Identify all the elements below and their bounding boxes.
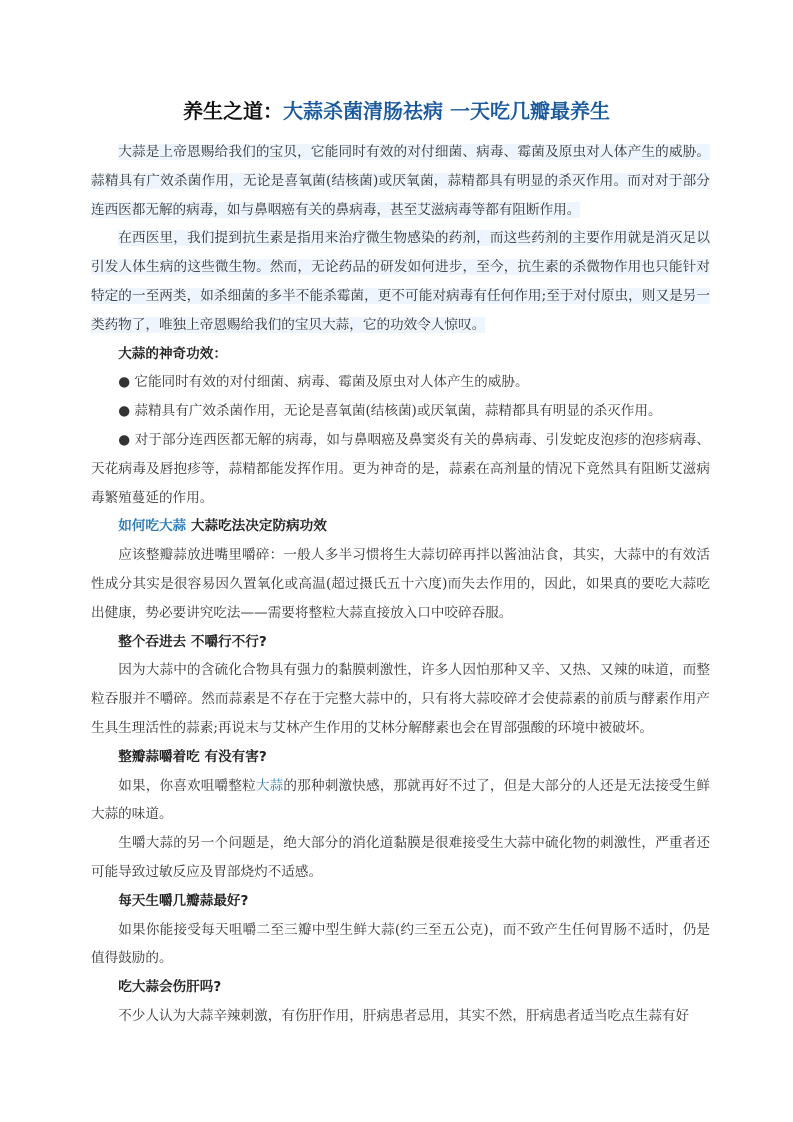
highlighted-text: 在西医里，我们提到抗生素是指用来治疗微生物感染的药剂，而这些药剂的主要作用就是消灭足以引发人体生病的这些微生物。然而，无论药品的研发如何进步，至今，抗生素的杀微物作用也只能针对特定的一至两类，如杀细菌的多半不能杀霉菌，更不可能对病毒有任何作用;至于对付原虫，则又是另一类药物了，唯独上帝恩赐给我们的宝贝大蒜，它的功效令人惊叹。	[91, 230, 710, 333]
intro-paragraph	[91, 138, 710, 224]
section-heading	[91, 512, 710, 541]
bullet-item: ● 对于部分连西医都无解的病毒，如与鼻咽癌及鼻窦炎有关的鼻病毒、引发蛇皮泡疹的泡疹病毒、天花病毒及唇抱疹等，蒜精都能发挥作用。更为神奇的是，蒜素在高剂量的情况下竟然具有阻断艾滋病毒繁殖蔓延的作用。	[91, 426, 710, 512]
section-heading: 整瓣蒜嚼着吃 有没有害?	[118, 748, 267, 765]
paragraph: 因为大蒜中的含硫化合物具有强力的黏膜刺激性，许多人因怕那种又辛、又热、又辣的味道，而整粒吞服并不嚼碎。然而蒜素是不存在于完整大蒜中的，只有将大蒜咬碎才会使蒜素的前质与酵素作用产生具生理活性的蒜素;再说末与艾林产生作用的艾林分解酵素也会在胃部强酸的环境中被破坏。	[91, 662, 710, 736]
text: 如果，你喜欢咀嚼整粒	[118, 777, 256, 794]
section-heading: 每天生嚼几瓣蒜最好?	[118, 892, 249, 909]
bullet-item: ● 它能同时有效的对付细菌、病毒、霉菌及原虫对人体产生的威胁。	[91, 368, 710, 397]
section-heading: 整个吞进去 不嚼行不行?	[118, 633, 267, 650]
paragraph: 生嚼大蒜的另一个问题是，绝大部分的消化道黏膜是很难接受生大蒜中硫化物的刺激性，严重者还可能导致过敏反应及胃部烧灼不适感。	[91, 835, 710, 880]
page-title	[0, 96, 793, 126]
section-heading: 大蒜的神奇功效：	[118, 345, 227, 362]
paragraph	[91, 772, 710, 830]
highlighted-text: 大蒜是上帝恩赐给我们的宝贝，它能同时有效的对付细菌、病毒、霉菌及原虫对人体产生的威胁。蒜精具有广效杀菌作用，无论是喜氧菌(结核菌)或厌氧菌，蒜精都具有明显的杀灭作用。而对对于部分连西医都无解的病毒，如与鼻咽癌有关的鼻病毒，甚至艾滋病毒等都有阻断作用。	[91, 144, 710, 218]
text: 的那种刺激快感，那就再好不过了，但是大部分的人还是无法接受生鲜大蒜的味道。	[91, 777, 711, 823]
how-to-eat-link[interactable]: 如何吃大蒜	[118, 518, 187, 535]
paragraph: 应该整瓣蒜放进嘴里嚼碎：一般人多半习惯将生大蒜切碎再拌以酱油沾食，其实，大蒜中的有效活性成分其实是很容易因久置氧化或高温(超过摄氏五十六度)而失去作用的，因此，如果真的要吃大蒜吃出健康，势必要讲究吃法——需要将整粒大蒜直接放入口中咬碎吞服。	[91, 547, 710, 621]
section-heading: 吃大蒜会伤肝吗?	[118, 979, 222, 996]
heading-text: 大蒜吃法决定防病功效	[186, 518, 327, 535]
garlic-link[interactable]: 大蒜	[255, 777, 284, 794]
article-body	[91, 138, 710, 1031]
paragraph: 如果你能接受每天咀嚼二至三瓣中型生鲜大蒜(约三至五公克)，而不致产生任何胃肠不适时，仍是值得鼓励的。	[91, 921, 710, 967]
paragraph: 不少人认为大蒜辛辣刺激，有伤肝作用，肝病患者忌用，其实不然，肝病患者适当吃点生蒜有好	[118, 1007, 690, 1024]
bullet-item: ● 蒜精具有广效杀菌作用，无论是喜氧菌(结核菌)或厌氧菌，蒜精都具有明显的杀灭作用。	[91, 397, 710, 426]
title-main: 大蒜杀菌清肠祛病 一天吃几瓣最养生	[283, 99, 610, 123]
title-prefix: 养生之道：	[183, 99, 284, 123]
intro-paragraph	[91, 224, 710, 339]
